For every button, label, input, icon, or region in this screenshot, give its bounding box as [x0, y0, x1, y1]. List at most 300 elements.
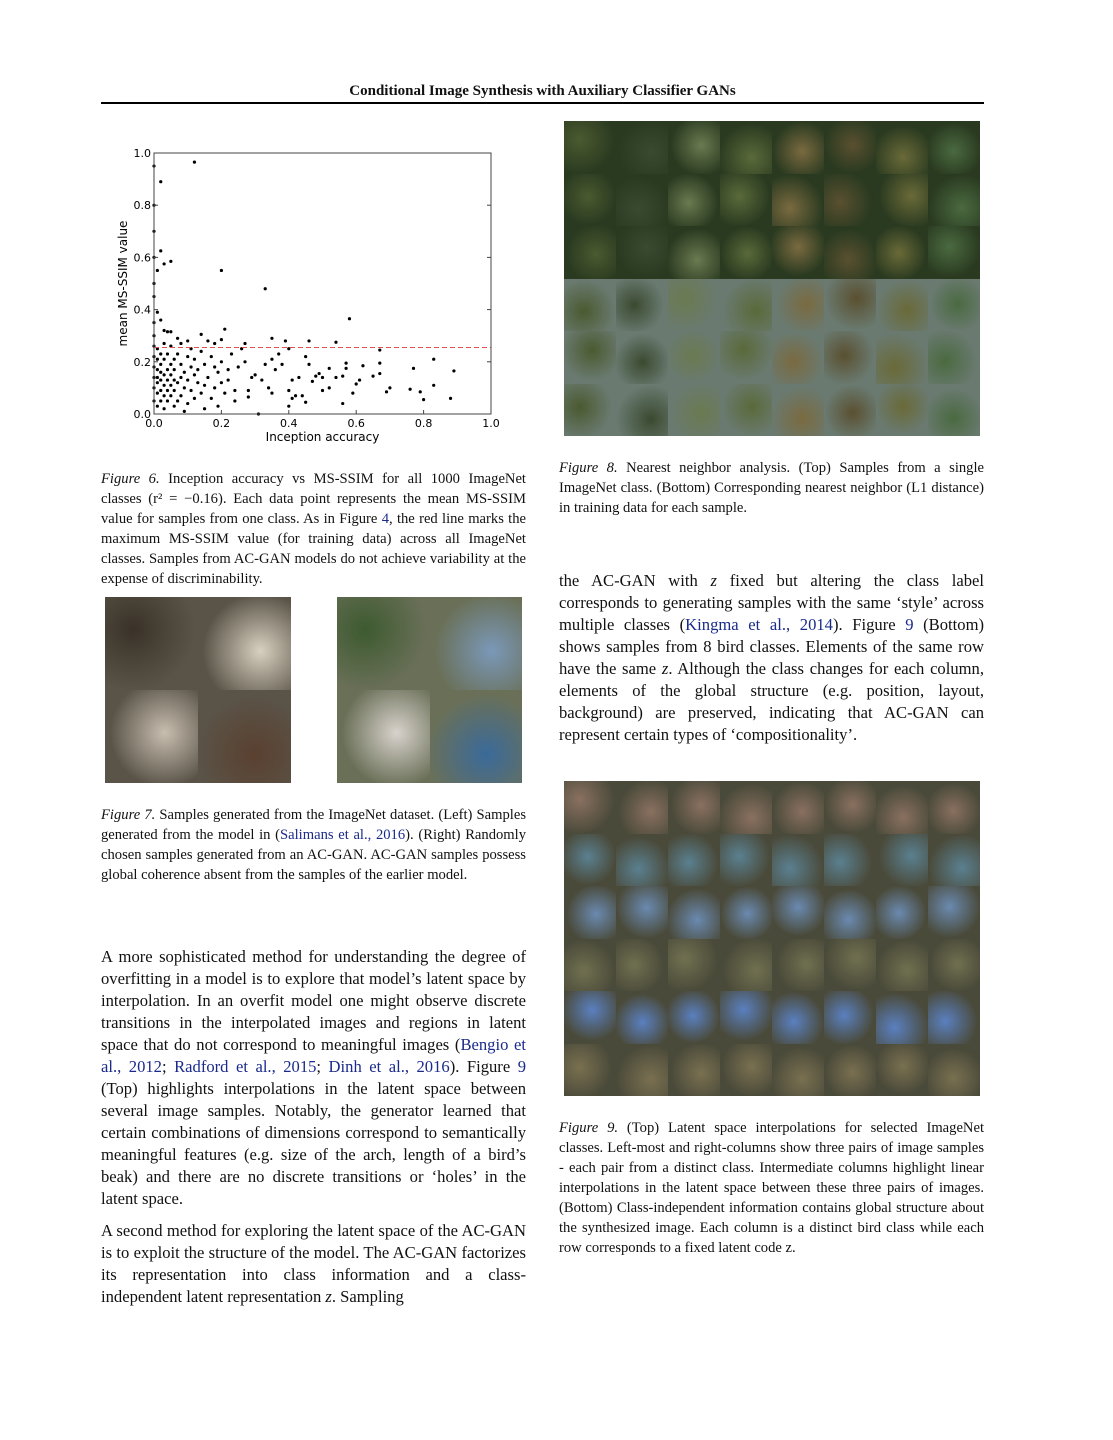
data-point	[176, 337, 179, 340]
sample-image	[772, 991, 824, 1044]
sample-image	[720, 279, 772, 332]
paragraph	[101, 1220, 526, 1308]
sample-image	[564, 121, 616, 174]
data-point	[166, 368, 169, 371]
text-run: A second method for exploring the latent space of the AC-GAN is to exploit the structure of the model. The AC-GAN factorizes its representation into class information and a class-independent latent representation	[101, 1221, 526, 1306]
sample-image	[824, 331, 876, 384]
figure-ref-link[interactable]: 4	[381, 511, 389, 527]
text-run: (Top) highlights interpolations in the latent space between several image samples. Notably, the generator learned that certain combinations of dimensions correspond to semantically meaningful features (e.g. size of the arch, length of a bird’s beak) and there are no discrete transitions or ‘holes’ in the latent space.	[101, 1079, 526, 1208]
sample-image	[876, 384, 928, 437]
caption-text: Nearest neighbor analysis. (Top) Samples from a single ImageNet class. (Bottom) Corresponding nearest neighbor (L1 distance) in training data for each sample.	[559, 460, 984, 516]
data-point	[314, 375, 317, 378]
data-point	[307, 363, 310, 366]
data-point	[159, 389, 162, 392]
sample-image	[928, 121, 980, 174]
data-point	[267, 386, 270, 389]
data-point	[274, 368, 277, 371]
data-point	[179, 342, 182, 345]
sample-image	[668, 226, 720, 279]
sample-image	[668, 886, 720, 939]
data-point	[294, 394, 297, 397]
sample-image	[928, 174, 980, 227]
data-point	[243, 342, 246, 345]
sample-image	[928, 939, 980, 992]
sample-image	[564, 991, 616, 1044]
figure-6-scatter-chart	[100, 140, 520, 450]
data-point	[163, 262, 166, 265]
citation-link[interactable]: Dinh et al., 2016	[328, 1057, 450, 1076]
data-point	[432, 358, 435, 361]
sample-image	[337, 597, 430, 690]
sample-image	[337, 690, 430, 783]
data-point	[166, 389, 169, 392]
data-point	[432, 384, 435, 387]
data-point	[159, 249, 162, 252]
citation-link[interactable]: Bengio et al., 2012	[101, 1035, 526, 1076]
sample-image	[720, 991, 772, 1044]
sample-image	[876, 886, 928, 939]
data-point	[156, 269, 159, 272]
sample-image	[876, 939, 928, 992]
data-point	[318, 372, 321, 375]
data-point	[203, 407, 206, 410]
data-point	[220, 381, 223, 384]
data-point	[156, 358, 159, 361]
sample-image	[772, 174, 824, 227]
data-point	[341, 375, 344, 378]
sample-image	[198, 690, 291, 783]
data-point	[301, 394, 304, 397]
data-point	[156, 381, 159, 384]
data-point	[163, 342, 166, 345]
sample-image	[668, 121, 720, 174]
data-point	[304, 355, 307, 358]
data-point	[264, 287, 267, 290]
data-point	[351, 392, 354, 395]
sample-image	[720, 384, 772, 437]
data-point	[216, 405, 219, 408]
data-point	[183, 371, 186, 374]
y-tick-label: 0.0	[133, 408, 151, 421]
data-point	[227, 378, 230, 381]
text-run: ). Figure	[832, 615, 906, 634]
data-point	[264, 363, 267, 366]
data-point	[156, 311, 159, 314]
data-point	[260, 378, 263, 381]
sample-image	[720, 226, 772, 279]
math-variable: z	[661, 659, 669, 678]
sample-image	[928, 834, 980, 887]
data-point	[287, 405, 290, 408]
citation-link[interactable]: 9	[905, 615, 914, 634]
x-tick-label: 0.4	[280, 417, 298, 430]
data-point	[409, 388, 412, 391]
sample-image	[616, 886, 668, 939]
data-point	[280, 363, 283, 366]
data-point	[223, 328, 226, 331]
data-point	[233, 389, 236, 392]
data-point	[270, 392, 273, 395]
sample-image	[876, 834, 928, 887]
sample-image	[824, 991, 876, 1044]
sample-image	[668, 331, 720, 384]
data-point	[169, 394, 172, 397]
data-point	[378, 362, 381, 365]
data-point	[419, 390, 422, 393]
text-run: . Sampling	[331, 1287, 404, 1306]
sample-image	[720, 939, 772, 992]
data-point	[159, 399, 162, 402]
data-point	[203, 363, 206, 366]
data-point	[163, 407, 166, 410]
sample-image	[616, 834, 668, 887]
data-point	[270, 358, 273, 361]
data-point	[341, 402, 344, 405]
sample-image	[772, 886, 824, 939]
data-point	[169, 373, 172, 376]
sample-image	[928, 886, 980, 939]
sample-image	[772, 834, 824, 887]
sample-image	[564, 279, 616, 332]
y-tick-label: 1.0	[133, 147, 151, 160]
data-point	[304, 401, 307, 404]
data-point	[206, 339, 209, 342]
data-point	[344, 362, 347, 365]
data-point	[193, 161, 196, 164]
data-point	[321, 389, 324, 392]
data-point	[344, 367, 347, 370]
sample-image	[876, 1044, 928, 1097]
data-point	[334, 341, 337, 344]
sample-image	[876, 226, 928, 279]
caption-label: Figure 6.	[101, 471, 160, 487]
sample-image	[564, 174, 616, 227]
citation-link[interactable]: Salimans et al., 2016	[280, 827, 406, 843]
running-header: Conditional Image Synthesis with Auxiliary Classifier GANs	[349, 83, 736, 99]
sample-image	[876, 331, 928, 384]
text-run: . Although the class changes for each column, elements of the global structure (e.g. position, layout, background) are preserved, indicating that AC-GAN can represent certain types of ‘compositionality’.	[559, 659, 984, 744]
data-point	[166, 352, 169, 355]
data-point	[166, 378, 169, 381]
citation-link[interactable]: Kingma et al., 2014	[685, 615, 833, 634]
sample-image	[616, 174, 668, 227]
citation-link[interactable]: Radford et al., 2015	[174, 1057, 317, 1076]
left-column-body	[101, 946, 526, 1318]
data-point	[183, 410, 186, 413]
data-point	[220, 360, 223, 363]
sample-image	[668, 834, 720, 887]
data-point	[159, 318, 162, 321]
data-point	[213, 365, 216, 368]
data-point	[200, 350, 203, 353]
data-point	[156, 368, 159, 371]
data-point	[156, 376, 159, 379]
sample-image	[928, 384, 980, 437]
data-point	[159, 352, 162, 355]
sample-image	[928, 991, 980, 1044]
data-point	[378, 372, 381, 375]
text-run: ). Figure	[449, 1057, 518, 1076]
data-point	[422, 398, 425, 401]
y-tick-label: 0.4	[133, 303, 151, 317]
data-point	[270, 337, 273, 340]
sample-image	[772, 279, 824, 332]
right-column-body	[559, 570, 984, 756]
sample-image	[720, 886, 772, 939]
sample-image	[616, 781, 668, 834]
sample-image	[720, 331, 772, 384]
figure-7-right-samples	[337, 597, 522, 783]
data-point	[210, 355, 213, 358]
data-point	[213, 342, 216, 345]
data-point	[173, 358, 176, 361]
sample-image	[564, 226, 616, 279]
sample-image	[876, 279, 928, 332]
data-point	[169, 260, 172, 263]
sample-image	[928, 781, 980, 834]
sample-image	[772, 781, 824, 834]
data-point	[250, 376, 253, 379]
data-point	[206, 376, 209, 379]
data-point	[284, 339, 287, 342]
figure-6-caption	[101, 469, 526, 589]
data-point	[388, 386, 391, 389]
y-tick-label: 0.6	[133, 251, 151, 265]
paragraph	[559, 570, 984, 746]
sample-image	[616, 939, 668, 992]
sample-image	[564, 331, 616, 384]
data-point	[169, 384, 172, 387]
data-point	[163, 384, 166, 387]
data-point	[179, 376, 182, 379]
sample-image	[772, 384, 824, 437]
data-point	[277, 352, 280, 355]
sample-image	[616, 991, 668, 1044]
data-point	[291, 397, 294, 400]
data-point	[163, 394, 166, 397]
paragraph	[101, 946, 526, 1210]
sample-image	[876, 781, 928, 834]
figure-8-image-grid	[564, 121, 980, 436]
sample-image	[668, 939, 720, 992]
sample-image	[105, 597, 198, 690]
sample-image	[772, 331, 824, 384]
sample-image	[564, 939, 616, 992]
data-point	[200, 392, 203, 395]
data-point	[247, 389, 250, 392]
sample-image	[720, 834, 772, 887]
data-point	[193, 397, 196, 400]
sample-image	[824, 226, 876, 279]
data-point	[216, 371, 219, 374]
sample-image	[876, 121, 928, 174]
sample-image	[772, 226, 824, 279]
data-point	[166, 399, 169, 402]
data-point	[169, 330, 172, 333]
data-point	[287, 347, 290, 350]
caption-text: Samples generated from the ImageNet dataset. (Left) Samples generated from the model in (	[101, 807, 526, 843]
data-point	[196, 368, 199, 371]
data-point	[254, 373, 257, 376]
data-point	[186, 339, 189, 342]
data-point	[173, 389, 176, 392]
sample-image	[824, 121, 876, 174]
caption-text: (Top) Latent space interpolations for selected ImageNet classes. Left-most and right-columns show three pairs of image samples - each pair from a distinct class. Intermediate columns highlight linear interpolations in the latent space between these three pairs of images. (Bottom) Class-independent information contains global structure about the synthesized image. Each column is a distinct bird class while each row corresponds to a fixed latent code z.	[559, 1120, 984, 1256]
figure-7-caption	[101, 805, 526, 885]
data-point	[193, 358, 196, 361]
data-point	[378, 348, 381, 351]
text-run: ;	[161, 1057, 175, 1076]
data-point	[176, 352, 179, 355]
data-point	[200, 333, 203, 336]
caption-label: Figure 9.	[559, 1120, 619, 1136]
caption-text: , the red line marks the maximum MS-SSIM value (for training data) across all ImageNet classes. Samples from AC-GAN models do not achieve variability at the expense of discriminability.	[101, 511, 527, 587]
text-run: fixed but altering the class label corresponds to generating samples with the same ‘style’ across multiple classes (	[559, 571, 984, 634]
text-run: ;	[316, 1057, 329, 1076]
data-point	[311, 380, 314, 383]
caption-text: Inception accuracy vs MS-SSIM for all 1000 ImageNet classes (r² = −0.16). Each data point represents the mean MS-SSIM value for samples from one class. As in Figure	[101, 471, 526, 527]
sample-image	[824, 174, 876, 227]
sample-image	[928, 1044, 980, 1097]
sample-image	[616, 226, 668, 279]
data-point	[328, 386, 331, 389]
data-point	[227, 368, 230, 371]
sample-image	[772, 1044, 824, 1097]
figure-8-caption	[559, 458, 984, 518]
figure-9-caption	[559, 1118, 984, 1258]
data-point	[237, 365, 240, 368]
text-run: (Bottom) shows samples from 8 bird classes. Elements of the same row have the same	[559, 615, 985, 678]
data-point	[173, 368, 176, 371]
data-point	[307, 339, 310, 342]
sample-image	[772, 121, 824, 174]
text-run: A more sophisticated method for understanding the degree of overfitting in a model is to explore that model’s latent space by interpolation. In an overfit model one might observe discrete transitions in the interpolated images and regions in latent space that do not correspond to meaningful images (	[101, 947, 526, 1054]
data-point	[159, 363, 162, 366]
y-tick-label: 0.8	[133, 199, 151, 213]
figure-9-image-grid	[564, 781, 980, 1096]
x-tick-label: 0.6	[347, 417, 365, 430]
sample-image	[720, 121, 772, 174]
data-point	[223, 392, 226, 395]
data-point	[189, 389, 192, 392]
data-point	[156, 392, 159, 395]
sample-image	[430, 690, 523, 783]
sample-image	[772, 939, 824, 992]
data-point	[210, 397, 213, 400]
data-point	[321, 376, 324, 379]
data-point	[247, 395, 250, 398]
data-point	[166, 330, 169, 333]
sample-image	[564, 886, 616, 939]
data-point	[186, 355, 189, 358]
sample-image	[616, 384, 668, 437]
data-point	[230, 352, 233, 355]
data-point	[159, 371, 162, 374]
sample-image	[668, 781, 720, 834]
x-tick-label: 0.8	[414, 417, 433, 430]
data-point	[183, 386, 186, 389]
sample-image	[616, 121, 668, 174]
data-point	[213, 386, 216, 389]
data-point	[186, 378, 189, 381]
data-point	[412, 367, 415, 370]
data-point	[159, 180, 162, 183]
data-point	[169, 363, 172, 366]
data-point	[176, 381, 179, 384]
data-point	[186, 402, 189, 405]
data-point	[159, 378, 162, 381]
sample-image	[564, 384, 616, 437]
data-point	[328, 367, 331, 370]
y-axis-label: mean MS-SSIM value	[116, 220, 130, 347]
data-point	[297, 376, 300, 379]
sample-image	[876, 174, 928, 227]
sample-image	[720, 1044, 772, 1097]
data-point	[449, 397, 452, 400]
sample-image	[668, 384, 720, 437]
data-point	[203, 384, 206, 387]
caption-text: ). (Right) Randomly chosen samples generated from an AC-GAN. AC-GAN samples possess global coherence absent from the samples of the earlier model.	[101, 827, 526, 883]
data-point	[355, 382, 358, 385]
data-point	[163, 329, 166, 332]
data-point	[173, 405, 176, 408]
sample-image	[668, 991, 720, 1044]
data-point	[196, 381, 199, 384]
data-point	[179, 394, 182, 397]
data-point	[179, 363, 182, 366]
sample-image	[668, 279, 720, 332]
sample-image	[668, 174, 720, 227]
sample-image	[824, 279, 876, 332]
math-variable: z	[710, 571, 717, 590]
sample-image	[928, 331, 980, 384]
data-point	[243, 360, 246, 363]
data-point	[291, 378, 294, 381]
sample-image	[198, 597, 291, 690]
sample-image	[824, 781, 876, 834]
sample-image	[430, 597, 523, 690]
sample-image	[876, 991, 928, 1044]
figure-7-left-samples	[105, 597, 291, 783]
sample-image	[564, 834, 616, 887]
y-tick-label: 0.2	[133, 355, 151, 369]
text-run: the AC-GAN with	[559, 571, 711, 590]
data-point	[361, 364, 364, 367]
x-tick-label: 0.0	[145, 417, 163, 430]
data-point	[287, 389, 290, 392]
data-point	[176, 399, 179, 402]
caption-label: Figure 7.	[101, 807, 156, 823]
x-tick-label: 0.2	[212, 417, 231, 430]
data-point	[156, 405, 159, 408]
sample-image	[824, 834, 876, 887]
sample-image	[720, 781, 772, 834]
sample-image	[564, 1044, 616, 1097]
data-point	[452, 369, 455, 372]
math-variable: z	[325, 1287, 332, 1306]
sample-image	[105, 690, 198, 783]
data-point	[385, 390, 388, 393]
data-point	[163, 373, 166, 376]
sample-image	[824, 384, 876, 437]
sample-image	[616, 1044, 668, 1097]
citation-link[interactable]: 9	[517, 1057, 526, 1076]
data-point	[233, 399, 236, 402]
data-point	[334, 376, 337, 379]
sample-image	[824, 886, 876, 939]
sample-image	[928, 226, 980, 279]
sample-image	[720, 174, 772, 227]
